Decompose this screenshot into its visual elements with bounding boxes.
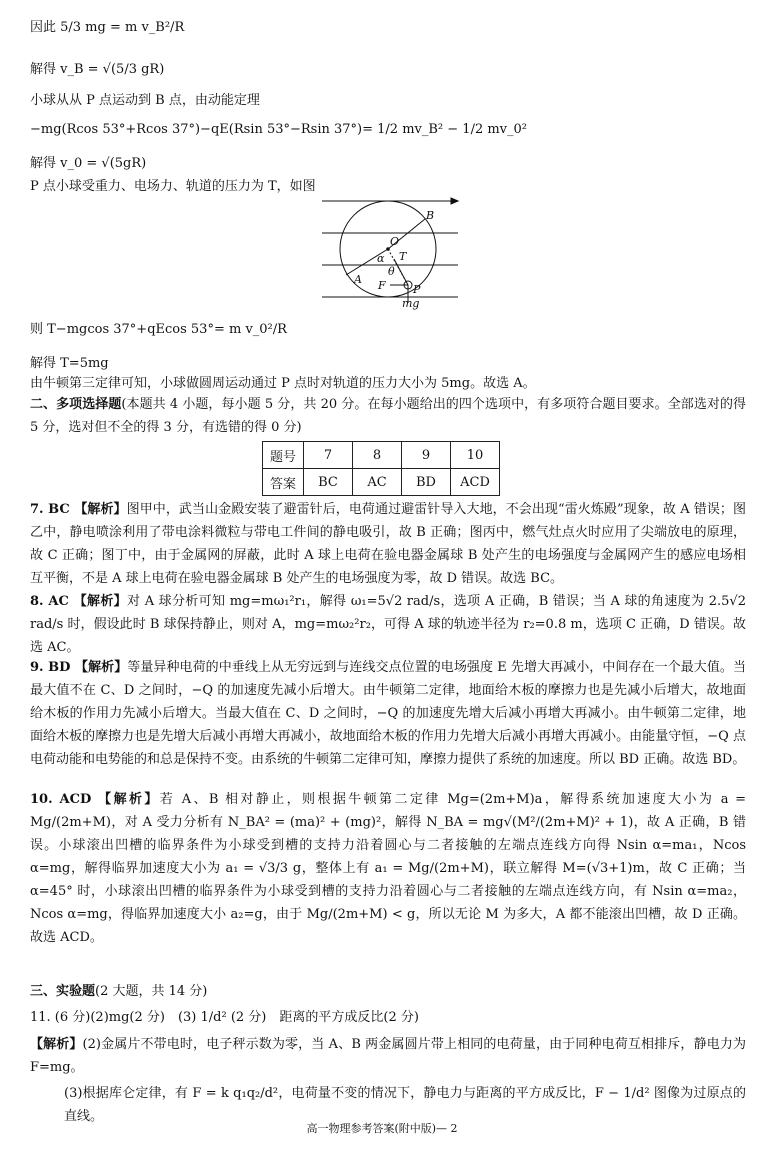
question-8-head: 8. AC 【解析】 bbox=[30, 594, 128, 609]
derivation-line-5: 解得 v_0 = √(5gR) bbox=[30, 156, 147, 171]
figure-label-a: A bbox=[354, 273, 362, 286]
section-3-heading bbox=[30, 984, 746, 1000]
section-2-title: 二、多项选择题 bbox=[30, 397, 122, 412]
table-cell-answer: BC bbox=[304, 469, 353, 496]
figure-label-f: F bbox=[378, 279, 386, 292]
question-7 bbox=[30, 498, 746, 590]
figure-label-alpha: α bbox=[377, 252, 385, 265]
derivation-line-4: −mg(Rcos 53°+Rcos 37°)−qE(Rsin 53°−Rsin 37°)= 1/2 mv_B² − 1/2 mv_0² bbox=[30, 122, 528, 137]
question-11-analysis-label: 【解析】 bbox=[30, 1037, 83, 1052]
derivation-line-9: 由牛顿第三定律可知，小球做圆周运动通过 P 点时对轨道的压力大小为 5mg。故选 A。 bbox=[30, 376, 536, 391]
answer-table-row-answers bbox=[263, 469, 500, 496]
derivation-line-7: 则 T−mgcos 37°+qEcos 53°= m v_0²/R bbox=[30, 322, 287, 337]
question-8-body: 对 A 球分析可知 mg=mω₁²r₁，解得 ω₁=5√2 rad/s，选项 A 正确，B 错误；当 A 球的角速度为 2.5√2 rad/s 时，假设此时 B 球保持静止，则对 A，mg=mω₂²r₂，可得 A 球的轨迹半径为 r₂=0.8 m，选项 C 正确，D 错误。故选 AC。 bbox=[30, 594, 746, 655]
question-7-body: 图甲中，武当山金殿安装了避雷针后，电荷通过避雷针导入大地，不会出现“雷火炼殿”现象，故 A 错误；图乙中，静电喷涂利用了带电涂料微粒与带电工件间的静电吸引，故 B 正确；图丙中，燃气灶点火时应用了尖端放电的原理，故 C 正确；图丁中，由于金属网的屏蔽，此时 A 球上电荷在验电器金属球 B 处产生的电场强度与金属网产生的感应电场相互平衡，不是 A 球上电荷在验电器金属球 B 处产生的电场强度为零，故 D 错误。故选 BC。 bbox=[30, 502, 747, 586]
table-cell-answer: BD bbox=[402, 469, 451, 496]
question-9-body: 等量异种电荷的中垂线上从无穷远到与连线交点位置的电场强度 E 先增大再减小，中间存在一个最大值。当最大值不在 C、D 之间时，−Q 的加速度先减小后增大。由牛顿第二定律，地面给木板的摩擦力也是先减小后增大，故地面给木板的作用力先减小后增大。当最大值在 C、D 之间时，−Q 的加速度先增大后减小再增大再减小。由牛顿第二定律，地面给木板的摩擦力也是先增大后减小再增大再减小，故地面给木板的作用力先增大后减小再增大再减小。由能量守恒，−Q 点电荷动能和电势能的和总是保持不变。由系统的牛顿第二定律可知，摩擦力提供了系统的加速度。所以 BD 正确。故选 BD。 bbox=[30, 660, 746, 767]
answer-table bbox=[262, 441, 500, 496]
derivation-line-3: 小球从从 P 点运动到 B 点，由动能定理 bbox=[30, 93, 260, 108]
figure-label-b: B bbox=[426, 209, 435, 222]
table-cell-number: 10 bbox=[451, 442, 500, 469]
page-footer: 高一物理参考答案(附中版)— 2 bbox=[306, 1122, 458, 1135]
derivation-line-6: P 点小球受重力、电场力、轨道的压力为 T，如图 bbox=[30, 179, 316, 194]
table-header-number: 题号 bbox=[263, 442, 304, 469]
question-9-head: 9. BD 【解析】 bbox=[30, 660, 128, 675]
table-cell-number: 9 bbox=[402, 442, 451, 469]
figure-label-mg: mg bbox=[402, 297, 420, 310]
answer-table-row-numbers bbox=[263, 442, 500, 469]
question-10-body: 若 A、B 相对静止，则根据牛顿第二定律 Mg=(2m+M)a，解得系统加速度大小为 a = Mg/(2m+M)，对 A 受力分析有 N_BA² = (ma)² + (mg)²，解得 N_BA = mg√(M²/(2m+M)² + 1)，故 A 正确，B 错误。小球滚出凹槽的临界条件为小球受到槽的支持力沿着圆心与二者接触的左端点连线方向得 Nsin α=ma₁，Ncos α=mg，解得临界加速度大小为 a₁ = √3/3 g，整体上有 a₁ = Mg/(2m+M)，联立解得 M=(√3+1)m，故 C 正确；当 α=45° 时，小球滚出凹槽的临界条件为小球受到槽的支持力沿着圆心与二者接触的左端点连线方向，有 Nsin α=ma₂，Ncos α=mg，得临界加速度大小 a₂=g，由于 Mg/(2m+M) < g，所以无论 M 为多大，A 都不能滚出凹槽，故 D 正确。故选 ACD。 bbox=[30, 792, 746, 945]
question-7-head: 7. BC 【解析】 bbox=[30, 502, 127, 517]
question-9 bbox=[30, 656, 746, 771]
table-cell-number: 8 bbox=[353, 442, 402, 469]
derivation-line-1: 因此 5/3 mg = m v_B²/R bbox=[30, 20, 185, 35]
section-3-title: 三、实验题 bbox=[30, 984, 96, 999]
question-8 bbox=[30, 590, 746, 659]
question-10-head: 10. ACD 【解析】 bbox=[30, 792, 160, 807]
question-11-p2: (2)金属片不带电时，电子秤示数为零，当 A、B 两金属圆片带上相同的电荷量，由于同种电荷互相排斥，静电力为 F=mg。 bbox=[30, 1037, 746, 1075]
figure-label-p: P bbox=[413, 283, 421, 296]
figure-label-o: O bbox=[390, 235, 400, 248]
section-2-heading bbox=[30, 393, 746, 439]
question-11-part-2 bbox=[30, 1033, 746, 1079]
derivation-line-8: 解得 T=5mg bbox=[30, 356, 109, 371]
derivation-line-2: 解得 v_B = √(5/3 gR) bbox=[30, 62, 165, 77]
figure-label-t: T bbox=[399, 250, 407, 263]
section-2-desc: (本题共 4 小题，每小题 5 分，共 20 分。在每小题给出的四个选项中，有多项符合题目要求。全部选对的得 5 分，选对但不全的得 3 分，有选错的得 0 分) bbox=[30, 397, 746, 435]
question-11-head: 11. (6 分)(2)mg(2 分) (3) 1/d² (2 分) 距离的平方成反比(2 分) bbox=[30, 1010, 419, 1025]
question-10 bbox=[30, 788, 746, 949]
table-header-answer: 答案 bbox=[263, 469, 304, 496]
table-cell-answer: AC bbox=[353, 469, 402, 496]
question-11-part-3: (3)根据库仑定律，有 F = k q₁q₂/d²，电荷量不变的情况下，静电力与距离的平方成反比，F − 1/d² 图像为过原点的直线。 bbox=[64, 1086, 746, 1124]
figure-label-theta: θ bbox=[388, 265, 395, 278]
table-cell-answer: ACD bbox=[451, 469, 500, 496]
table-cell-number: 7 bbox=[304, 442, 353, 469]
section-3-desc: (2 大题，共 14 分) bbox=[95, 984, 208, 999]
force-diagram-figure bbox=[322, 193, 462, 311]
